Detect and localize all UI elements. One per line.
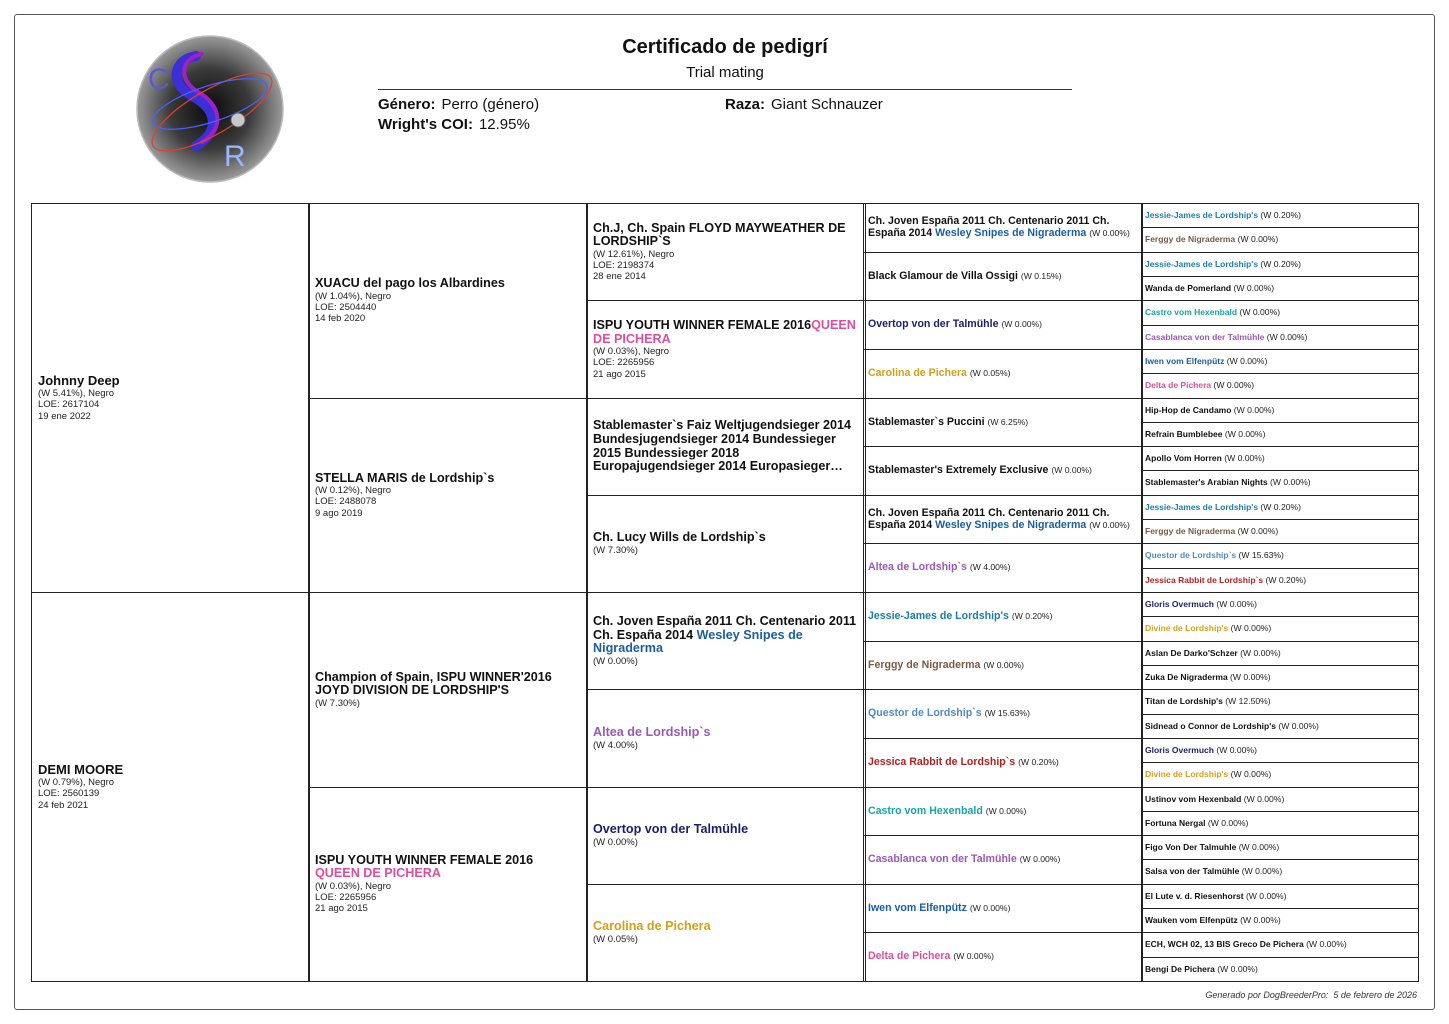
dog-name-text: Casablanca von der Talmühle — [1145, 331, 1265, 342]
dog-name-text: XUACU del pago los Albardines — [315, 276, 505, 291]
pedigree-cell-gen3-8 — [586, 884, 866, 982]
wright-coefficient: (W 0.00%) — [1019, 854, 1061, 865]
dog-title-prefix: ISPU YOUTH WINNER FEMALE 2016 — [593, 317, 812, 332]
pedigree-cell-gen4-1 — [863, 203, 1143, 253]
wright-coefficient: (W 0.00%) — [1239, 307, 1281, 318]
dog-name — [1145, 649, 1415, 658]
dog-name — [1145, 770, 1415, 779]
dog-name — [593, 615, 859, 656]
dog-name-text: Wesley Snipes de Nigraderma — [593, 627, 803, 656]
pedigree-cell-gen4-11 — [863, 689, 1143, 739]
dog-detail: 21 ago 2015 — [315, 903, 368, 915]
wright-coefficient: (W 0.00%) — [1266, 331, 1308, 342]
dog-name-text: Ustinov vom Hexenbald — [1145, 793, 1242, 804]
pedigree-cell-gen5-21 — [1141, 689, 1419, 714]
dog-name-text: Delta de Pichera — [1145, 380, 1212, 391]
dog-name-text: Altea de Lordship`s — [593, 724, 711, 739]
dog-name-text: Fortuna Nergal — [1145, 817, 1206, 828]
dog-detail: (W 0.12%), Negro — [315, 485, 392, 497]
wright-coefficient: (W 0.00%) — [1241, 866, 1283, 877]
dog-name — [1145, 892, 1415, 901]
logo-letter-c: C — [148, 63, 170, 96]
dog-name — [1145, 478, 1415, 487]
coi-field — [378, 116, 530, 133]
pedigree-cell-gen4-3 — [863, 300, 1143, 350]
dog-name — [868, 951, 1138, 962]
wright-coefficient: (W 0.15%) — [1020, 270, 1062, 281]
wright-coefficient: (W 15.63%) — [984, 708, 1030, 719]
dog-title-prefix: Ch. Joven España 2011 Ch. Centenario 2011 Ch. España 2014 — [868, 215, 1110, 239]
dog-name — [315, 472, 581, 486]
pedigree-cell-gen4-2 — [863, 252, 1143, 302]
dog-name — [1145, 843, 1415, 852]
pedigree-cell-gen4-8 — [863, 543, 1143, 593]
pedigree-cell-gen4-9 — [863, 592, 1143, 642]
dog-name — [315, 671, 581, 698]
dog-name-text: Hip-Hop de Candamo — [1145, 404, 1232, 415]
dog-name-text: Stablemaster's Extremely Exclusive — [868, 464, 1049, 477]
dog-name-text: Zuka De Nigraderma — [1145, 671, 1228, 682]
pedigree-cell-gen4-6 — [863, 446, 1143, 496]
wright-coefficient: (W 0.00%) — [1306, 939, 1347, 950]
pedigree-cell-gen4-10 — [863, 641, 1143, 691]
pedigree-cell-gen5-4 — [1141, 276, 1419, 301]
pedigree-cell-gen5-2 — [1141, 227, 1419, 252]
dog-name — [1145, 284, 1415, 293]
wright-coefficient: (W 0.00%) — [969, 902, 1011, 913]
wright-coefficient: (W 0.00%) — [953, 951, 994, 962]
dog-name — [868, 368, 1138, 379]
pedigree-cell-gen5-3 — [1141, 252, 1419, 277]
dog-name — [1145, 357, 1415, 366]
wright-coefficient: (W 0.00%) — [1207, 817, 1249, 828]
dog-name — [38, 763, 303, 777]
footer-label: Generado por DogBreederPro: — [1205, 990, 1329, 1000]
dog-detail: LOE: 2560139 — [38, 788, 100, 800]
dog-name — [868, 417, 1138, 428]
breed-field — [725, 96, 883, 113]
gender-value: Perro (género) — [441, 96, 540, 113]
dog-name — [593, 419, 859, 473]
gender-field — [378, 96, 539, 113]
gender-label: Género: — [378, 96, 436, 113]
dog-name-text: Stablemaster's Arabian Nights — [1145, 477, 1268, 488]
wright-coefficient: (W 0.00%) — [1226, 355, 1268, 366]
dog-name-text: Divine de Lordship's — [1145, 623, 1229, 634]
dog-detail: LOE: 2617104 — [38, 399, 100, 411]
dog-name-text: Altea de Lordship`s — [868, 561, 967, 574]
dog-name-text: Black Glamour de Villa Ossigi — [868, 269, 1018, 282]
dog-name — [868, 465, 1138, 476]
wright-coefficient: (W 15.63%) — [1238, 550, 1284, 561]
wright-coefficient: (W 0.20%) — [1260, 210, 1302, 221]
dog-name — [1145, 795, 1415, 804]
dog-detail: 14 feb 2020 — [315, 313, 366, 325]
breed-label: Raza: — [725, 96, 766, 113]
dog-name — [1145, 916, 1415, 925]
wright-coefficient: (W 0.00%) — [1224, 453, 1265, 464]
pedigree-cell-gen4-7 — [863, 495, 1143, 545]
dog-name-text: Sidnead o Connor de Lordship's — [1145, 720, 1276, 731]
pedigree-cell-gen5-14 — [1141, 519, 1419, 544]
dog-title-prefix: Ch. Joven España 2011 Ch. Centenario 2011 Ch. España 2014 — [593, 614, 857, 642]
pedigree-cell-gen5-17 — [1141, 592, 1419, 617]
wright-coefficient: (W 0.00%) — [1230, 769, 1272, 780]
dog-name — [1145, 406, 1415, 415]
wright-coefficient: (W 0.00%) — [1237, 526, 1279, 537]
dog-detail: LOE: 2265956 — [315, 892, 377, 904]
dog-name-text: Stablemaster`s Faiz Weltjugendsieger 2014 Bundesjugendsieger 2014 Bundessieger 2015 Bundessieger 2018 Europajugendsieger 2014 Europasieger… — [593, 418, 852, 474]
footer-date: 5 de febrero de 2026 — [1333, 990, 1417, 1000]
pedigree-cell-gen2-2 — [308, 398, 588, 594]
pedigree-cell-gen5-26 — [1141, 811, 1419, 836]
dog-name-text: Refrain Bumblebee — [1145, 428, 1223, 439]
pedigree-cell-gen4-4 — [863, 349, 1143, 399]
dog-name — [1145, 697, 1415, 706]
dog-name — [868, 854, 1138, 865]
wright-coefficient: (W 12.50%) — [1225, 696, 1271, 707]
wright-coefficient: (W 0.20%) — [1260, 501, 1302, 512]
dog-name — [868, 660, 1138, 671]
dog-detail: (W 0.03%), Negro — [593, 346, 670, 358]
wright-coefficient: (W 0.00%) — [1278, 720, 1319, 731]
dog-name — [868, 319, 1138, 330]
wright-coefficient: (W 0.00%) — [1213, 380, 1255, 391]
pedigree-cell-gen5-18 — [1141, 616, 1419, 641]
wright-coefficient: (W 0.00%) — [983, 659, 1024, 670]
dog-name-text: Iwen vom Elfenpütz — [1145, 355, 1225, 366]
pedigree-cell-gen5-16 — [1141, 568, 1419, 593]
pedigree-cell-gen5-13 — [1141, 495, 1419, 520]
dog-name — [1145, 673, 1415, 682]
dog-name — [868, 757, 1138, 768]
certificate-subtitle: Trial mating — [686, 64, 764, 81]
wright-coefficient: (W 0.00%) — [1224, 428, 1266, 439]
dog-name — [1145, 333, 1415, 342]
dog-name-text: Johnny Deep — [38, 373, 120, 389]
wright-coefficient: (W 0.20%) — [1011, 611, 1053, 622]
dog-detail: (W 0.00%) — [593, 655, 638, 667]
pedigree-cell-gen5-6 — [1141, 325, 1419, 350]
pedigree-cell-gen3-5 — [586, 592, 866, 690]
dog-name-text: Aslan De Darko'Schzer — [1145, 647, 1238, 658]
wright-coefficient: (W 0.00%) — [1217, 963, 1258, 974]
coi-value: 12.95% — [478, 116, 530, 133]
dog-name-text: Jessica Rabbit de Lordship`s — [868, 755, 1016, 768]
dog-name-text: Jessica Rabbit de Lordship`s — [1145, 574, 1264, 585]
dog-name-text: Overtop von der Talmühle — [593, 822, 749, 837]
dog-name-text: ECH, WCH 02, 13 BIS Greco De Pichera — [1145, 939, 1304, 950]
dog-name-text: Stablemaster`s Puccini — [868, 415, 985, 428]
wright-coefficient: (W 0.00%) — [1001, 319, 1043, 330]
pedigree-cell-gen3-2 — [586, 300, 866, 398]
dog-detail: 9 ago 2019 — [315, 507, 363, 519]
dog-name-text: Carolina de Pichera — [593, 919, 711, 934]
dog-name — [1145, 867, 1415, 876]
dog-name-text: Apollo Vom Horren — [1145, 453, 1222, 464]
dog-name-text: Questor de Lordship`s — [868, 707, 982, 720]
dog-name — [315, 277, 581, 291]
wright-coefficient: (W 6.25%) — [987, 416, 1029, 427]
dog-name — [1145, 235, 1415, 244]
pedigree-cell-gen5-28 — [1141, 859, 1419, 884]
dog-name — [868, 708, 1138, 719]
pedigree-cell-gen5-1 — [1141, 203, 1419, 228]
dog-name — [1145, 551, 1415, 560]
dog-title-prefix: ISPU YOUTH WINNER FEMALE 2016 — [315, 852, 534, 867]
wright-coefficient: (W 0.00%) — [1237, 234, 1279, 245]
wright-coefficient: (W 0.00%) — [1216, 599, 1257, 610]
wright-coefficient: (W 0.20%) — [1265, 574, 1307, 585]
dog-name-text: Casablanca von der Talmühle — [868, 853, 1017, 866]
pedigree-cell-gen3-3 — [586, 398, 866, 496]
kennel-logo-icon — [132, 34, 288, 184]
wright-coefficient: (W 0.20%) — [1018, 756, 1059, 767]
dog-name — [1145, 600, 1415, 609]
wright-coefficient: (W 0.00%) — [1240, 647, 1281, 658]
pedigree-cell-gen2-1 — [308, 203, 588, 399]
dog-name-text: Overtop von der Talmühle — [868, 318, 999, 331]
dog-name-text: Titan de Lordship's — [1145, 696, 1223, 707]
wright-coefficient: (W 0.00%) — [1233, 404, 1275, 415]
dog-name — [868, 562, 1138, 573]
pedigree-cell-gen3-4 — [586, 495, 866, 593]
pedigree-cell-gen4-12 — [863, 738, 1143, 788]
dog-name — [315, 854, 581, 881]
dog-detail: (W 1.04%), Negro — [315, 290, 392, 302]
dog-detail: 21 ago 2015 — [593, 368, 646, 380]
pedigree-cell-gen1-1 — [31, 203, 310, 593]
dog-name-text: STELLA MARIS de Lordship`s — [315, 470, 495, 485]
dog-name — [868, 216, 1138, 239]
dog-detail: LOE: 2504440 — [315, 301, 377, 313]
coi-label: Wright's COI: — [378, 116, 473, 133]
dog-name — [593, 222, 859, 249]
dog-name-text: Questor de Lordship`s — [1145, 550, 1237, 561]
pedigree-cell-gen5-12 — [1141, 470, 1419, 495]
dog-name — [593, 319, 859, 346]
dog-detail: LOE: 2488078 — [315, 496, 377, 508]
dog-detail: (W 0.79%), Negro — [38, 777, 115, 789]
pedigree-cell-gen5-10 — [1141, 422, 1419, 447]
dog-name — [1145, 260, 1415, 269]
dog-name-text: Ferggy de Nigraderma — [868, 658, 981, 671]
wright-coefficient: (W 0.00%) — [1240, 915, 1281, 926]
pedigree-cell-gen4-14 — [863, 835, 1143, 885]
dog-detail: 19 ene 2022 — [38, 410, 91, 422]
dog-name — [868, 903, 1138, 914]
dog-name — [868, 271, 1138, 282]
pedigree-cell-gen5-24 — [1141, 762, 1419, 787]
pedigree-cell-gen5-27 — [1141, 835, 1419, 860]
dog-name-text: Champion of Spain, ISPU WINNER'2016 JOYD DIVISION DE LORDSHIP'S — [315, 669, 552, 698]
dog-detail: (W 7.30%) — [593, 545, 638, 557]
dog-name-text: Jessie-James de Lordship's — [1145, 258, 1259, 269]
wright-coefficient: (W 0.00%) — [1238, 842, 1280, 853]
dog-name-text: El Lute v. d. Riesenhorst — [1145, 890, 1244, 901]
dog-name-text: Bengi De Pichera — [1145, 963, 1215, 974]
pedigree-cell-gen2-3 — [308, 592, 588, 788]
dog-name-text: Jessie-James de Lordship's — [1145, 210, 1259, 221]
pedigree-cell-gen5-29 — [1141, 884, 1419, 909]
dog-name-text: Figo Von Der Talmuhle — [1145, 842, 1237, 853]
wright-coefficient: (W 0.00%) — [1270, 477, 1311, 488]
pedigree-cell-gen5-20 — [1141, 665, 1419, 690]
wright-coefficient: (W 0.00%) — [1216, 744, 1257, 755]
wright-coefficient: (W 0.00%) — [1233, 282, 1275, 293]
pedigree-cell-gen5-8 — [1141, 373, 1419, 398]
wright-coefficient: (W 0.00%) — [1089, 227, 1130, 238]
dog-detail: LOE: 2265956 — [593, 357, 655, 369]
wright-coefficient: (W 0.00%) — [1230, 623, 1272, 634]
dog-name-text: Castro vom Hexenbald — [868, 804, 983, 817]
dog-name-text: Delta de Pichera — [868, 950, 951, 963]
pedigree-cell-gen5-7 — [1141, 349, 1419, 374]
dog-name — [868, 611, 1138, 622]
pedigree-cell-gen3-6 — [586, 689, 866, 787]
dog-name — [38, 374, 303, 388]
dog-name — [593, 726, 859, 740]
dog-name — [1145, 503, 1415, 512]
dog-name — [1145, 624, 1415, 633]
pedigree-cell-gen5-30 — [1141, 908, 1419, 933]
dog-name-text: Ferggy de Nigraderma — [1145, 234, 1236, 245]
dog-name — [1145, 211, 1415, 220]
wright-coefficient: (W 0.00%) — [1245, 890, 1287, 901]
dog-name-text: Ch.J, Ch. Spain FLOYD MAYWEATHER DE LORDSHIP`S — [593, 220, 846, 249]
footer-credit — [1205, 990, 1417, 1000]
dog-name — [1145, 819, 1415, 828]
dog-title-prefix: Ch. Joven España 2011 Ch. Centenario 2011 Ch. España 2014 — [868, 507, 1110, 531]
pedigree-cell-gen5-11 — [1141, 446, 1419, 471]
pedigree-cell-gen5-25 — [1141, 787, 1419, 812]
wright-coefficient: (W 0.00%) — [985, 805, 1027, 816]
dog-name-text: Carolina de Pichera — [868, 366, 967, 379]
dog-name — [1145, 454, 1415, 463]
pedigree-cell-gen5-23 — [1141, 738, 1419, 763]
dog-detail: (W 0.03%), Negro — [315, 881, 392, 893]
wright-coefficient: (W 0.05%) — [969, 367, 1011, 378]
wright-coefficient: (W 4.00%) — [969, 562, 1011, 573]
dog-name-text: Wesley Snipes de Nigraderma — [935, 226, 1087, 239]
wright-coefficient: (W 0.00%) — [1243, 793, 1285, 804]
dog-name — [1145, 722, 1415, 731]
header-divider — [378, 89, 1072, 90]
dog-name-text: DEMI MOORE — [38, 762, 124, 778]
pedigree-cell-gen5-9 — [1141, 398, 1419, 423]
certificate-title: Certificado de pedigrí — [622, 36, 828, 58]
dog-name — [1145, 576, 1415, 585]
pedigree-cell-gen4-15 — [863, 884, 1143, 934]
dog-name — [1145, 746, 1415, 755]
logo-letter-r: R — [224, 140, 246, 173]
dog-detail: (W 7.30%) — [315, 697, 360, 709]
dog-name — [868, 806, 1138, 817]
dog-name-text: Salsa von der Talmühle — [1145, 866, 1240, 877]
dog-name-text: Jessie-James de Lordship's — [1145, 501, 1259, 512]
dog-name-text: Gloris Overmuch — [1145, 744, 1214, 755]
pedigree-cell-gen4-16 — [863, 932, 1143, 982]
dog-detail: (W 5.41%), Negro — [38, 388, 115, 400]
dog-name — [868, 508, 1138, 531]
dog-name — [593, 823, 859, 837]
pedigree-cell-gen5-19 — [1141, 641, 1419, 666]
dog-name-text: Wanda de Pomerland — [1145, 282, 1232, 293]
wright-coefficient: (W 0.00%) — [1051, 465, 1092, 476]
dog-name-text: Jessie-James de Lordship's — [868, 610, 1009, 623]
pedigree-cell-gen3-7 — [586, 787, 866, 885]
dog-name-text: QUEEN DE PICHERA — [593, 317, 856, 346]
pedigree-cell-gen1-2 — [31, 592, 310, 982]
pedigree-cell-gen5-32 — [1141, 957, 1419, 982]
pedigree-cell-gen3-1 — [586, 203, 866, 301]
dog-name-text: Ferggy de Nigraderma — [1145, 526, 1236, 537]
dog-name-text: Wauken vom Elfenpütz — [1145, 915, 1238, 926]
dog-detail: (W 0.05%) — [593, 934, 638, 946]
dog-name-text: Divine de Lordship's — [1145, 769, 1229, 780]
dog-name-text: QUEEN DE PICHERA — [315, 866, 441, 881]
dog-detail: 28 ene 2014 — [593, 271, 646, 283]
wright-coefficient: (W 0.20%) — [1260, 258, 1302, 269]
dog-detail: LOE: 2198374 — [593, 260, 655, 272]
pedigree-cell-gen2-4 — [308, 787, 588, 983]
dog-name — [593, 920, 859, 934]
dog-detail: (W 12.61%), Negro — [593, 248, 675, 260]
pedigree-cell-gen4-5 — [863, 398, 1143, 448]
dog-name — [1145, 527, 1415, 536]
dog-name-text: Castro vom Hexenbald — [1145, 307, 1238, 318]
pedigree-cell-gen5-22 — [1141, 714, 1419, 739]
wright-coefficient: (W 0.00%) — [1089, 519, 1130, 530]
dog-detail: (W 0.00%) — [593, 836, 638, 848]
dog-name — [1145, 381, 1415, 390]
pedigree-cell-gen5-15 — [1141, 543, 1419, 568]
dog-name — [1145, 430, 1415, 439]
dog-name-text: Gloris Overmuch — [1145, 599, 1214, 610]
pedigree-cell-gen4-13 — [863, 787, 1143, 837]
dog-detail: (W 4.00%) — [593, 739, 638, 751]
wright-coefficient: (W 0.00%) — [1230, 671, 1271, 682]
dog-detail: 24 feb 2021 — [38, 799, 89, 811]
dog-name — [1145, 940, 1415, 949]
pedigree-cell-gen5-5 — [1141, 300, 1419, 325]
dog-name-text: Wesley Snipes de Nigraderma — [935, 518, 1087, 531]
dog-name-text: Iwen vom Elfenpütz — [868, 901, 967, 914]
dog-name — [1145, 965, 1415, 974]
breed-value: Giant Schnauzer — [771, 96, 883, 113]
dog-name — [1145, 308, 1415, 317]
pedigree-cell-gen5-31 — [1141, 932, 1419, 957]
dog-name — [593, 531, 859, 545]
dog-name-text: Ch. Lucy Wills de Lordship`s — [593, 530, 766, 545]
